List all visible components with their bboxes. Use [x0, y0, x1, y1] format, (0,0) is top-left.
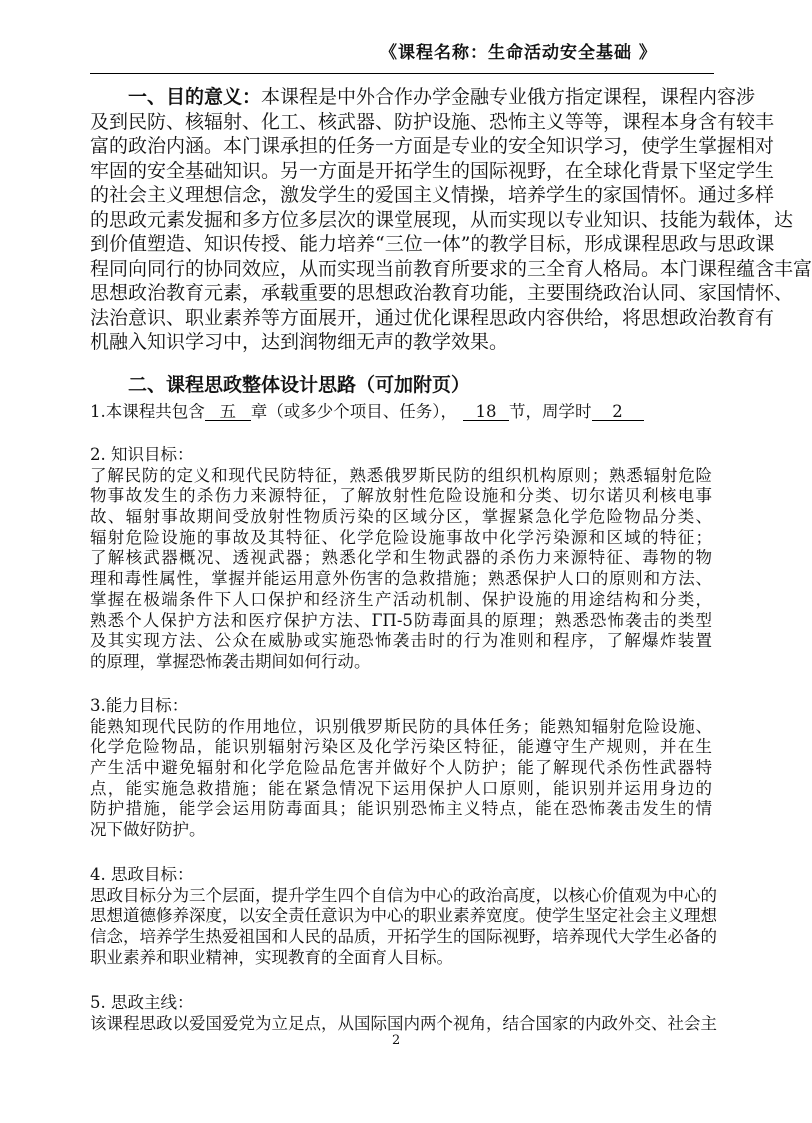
ideology-goals [90, 865, 717, 968]
label: 章（或多少个项目、任务）， [250, 402, 457, 421]
ideology-mainline [90, 993, 717, 1034]
page-number: 2 [392, 1033, 401, 1048]
subsection-label: 2. 知识目标： [90, 445, 194, 464]
header-rule [90, 73, 714, 74]
paragraph-line: 故、辐射事故期间受放射性物质污染的区域分区，掌握紧急化学危险物品分类、 [90, 507, 712, 527]
section-purpose [90, 85, 812, 355]
paragraph-line: 况下做好防护。 [90, 820, 206, 840]
label: 1.本课程共包含 [90, 402, 205, 421]
knowledge-goals [90, 445, 712, 673]
paragraph-line: 思想道德修养深度，以安全责任意识为中心的职业素养宽度。使学生坚定社会主义理想 [90, 906, 717, 926]
paragraph-line: 的社会主义理想信念，激发学生的爱国主义情操，培养学生的家国情怀。通过多样 [90, 184, 775, 206]
paragraph-line: 化学危险物品，能识别辐射污染区及化学污染区特征，能遵守生产规则，并在生 [90, 737, 712, 757]
paragraph-line: 信念，培养学生热爱祖国和人民的品质，开拓学生的国际视野，培养现代大学生必备的 [90, 927, 717, 947]
paragraph-line: 的原理，掌握恐怖袭击期间如何行动。 [90, 651, 371, 671]
paragraph-line: 理和毒性属性，掌握并能运用意外伤害的急救措施；熟悉保护人口的原则和方法、 [90, 569, 712, 589]
paragraph-line: 该课程思政以爱国爱党为立足点，从国际国内两个视角，结合国家的内政外交、社会主 [90, 1013, 717, 1033]
chapters-value: 五 [205, 403, 251, 421]
label: 节，周学时 [509, 402, 592, 421]
subsection-label: 4. 思政目标： [90, 865, 194, 884]
paragraph-line: 富的政治内涵。本门课承担的任务一方面是专业的安全知识学习，使学生掌握相对 [90, 135, 775, 157]
section-design-heading [128, 370, 750, 397]
subsection-label: 5. 思政主线： [90, 993, 194, 1012]
paragraph-line: 物事故发生的杀伤力来源特征，了解放射性危险设施和分类、切尔诺贝利核电事 [90, 486, 712, 506]
weekly-hours-value: 2 [592, 403, 644, 421]
paragraph-line: 产生活中避免辐射和化学危险品危害并做好个人防护；能了解现代杀伤性武器特 [90, 758, 712, 778]
paragraph-line: 辐射危险设施的事故及其特征、化学危险设施事故中化学污染源和区域的特征； [90, 527, 712, 547]
paragraph-line: 的思政元素发掘和多方位多层次的课堂展现，从而实现以专业知识、技能为载体，达 [90, 208, 794, 231]
course-title-header: 《课程名称：生命活动安全基础 》 [380, 43, 657, 63]
course-structure-line [90, 402, 712, 423]
paragraph-line: 了解民防的定义和现代民防特征，熟悉俄罗斯民防的组织机构原则；熟悉辐射危险 [90, 465, 712, 485]
paragraph-line: 法治意识、职业素养等方面展开，通过优化课程思政内容供给，将思想政治教育有 [90, 306, 775, 329]
paragraph-line: 思政目标分为三个层面，提升学生四个自信为中心的政治高度，以核心价值观为中心的 [90, 885, 717, 905]
section-heading: 二、课程思政整体设计思路（可加附页） [128, 374, 471, 396]
paragraph-line: 了解核武器概况、透视武器；熟悉化学和生物武器的杀伤力来源特征、毒物的物 [90, 548, 712, 568]
paragraph-line: 牢固的安全基础知识。另一方面是开拓学生的国际视野，在全球化背景下坚定学生 [90, 159, 775, 182]
paragraph-line: 能熟知现代民防的作用地位，识别俄罗斯民防的具体任务；能熟知辐射危险设施、 [90, 716, 712, 736]
paragraph-line: 机融入知识学习中，达到润物细无声的教学效果。 [90, 331, 509, 353]
paragraph-line: 思想政治教育元素，承载重要的思想政治教育功能，主要围绕政治认同、家国情怀、 [90, 282, 794, 304]
paragraph-line: 掌握在极端条件下人口保护和经济生产活动机制、保护设施的用途结构和分类， [90, 589, 712, 609]
paragraph-line: 熟悉个人保护方法和医疗保护方法、ГП-5防毒面具的原理；熟悉恐怖袭击的类型 [90, 610, 712, 630]
line-text: 本课程是中外合作办学金融专业俄方指定课程，课程内容涉 [261, 86, 756, 108]
paragraph-line: 防护措施，能学会运用防毒面具；能识别恐怖主义特点，能在恐怖袭击发生的情 [90, 799, 712, 819]
paragraph-line: 职业素养和职业精神，实现教育的全面育人目标。 [90, 947, 453, 967]
paragraph-line: 点，能实施急救措施；能在紧急情况下运用保护人口原则，能识别并运用身边的 [90, 778, 712, 798]
paragraph-line [90, 85, 756, 110]
paragraph-line: 及到民防、核辐射、化工、核武器、防护设施、恐怖主义等等，课程本身含有较丰 [90, 110, 775, 133]
paragraph-line: 及其实现方法、公众在威胁或实施恐怖袭击时的行为准则和程序，了解爆炸装置 [90, 631, 712, 651]
sections-value: 18 [463, 403, 509, 421]
subsection-label: 3.能力目标： [90, 696, 189, 715]
paragraph-line: 程同向同行的协同效应，从而实现当前教育所要求的三全育人格局。本门课程蕴含丰富 [90, 257, 812, 280]
paragraph-line: 到价值塑造、知识传授、能力培养“三位一体”的教学目标，形成课程思政与思政课 [90, 233, 775, 255]
ability-goals [90, 696, 712, 841]
section-heading: 一、目的意义： [128, 86, 262, 108]
